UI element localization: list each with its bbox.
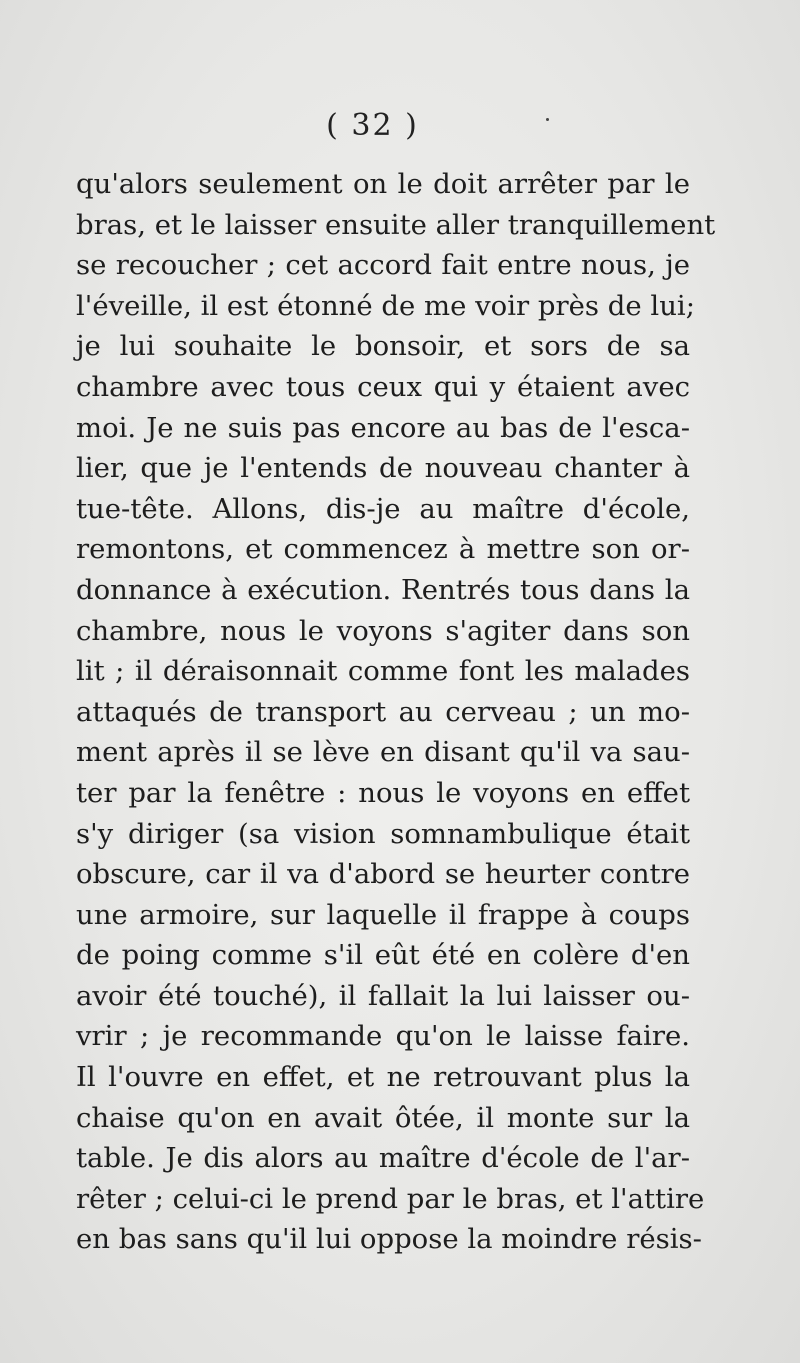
text-line: donnance à exécution. Rentrés tous dans la (76, 573, 690, 606)
text-line: lier, que je l'entends de nouveau chanter à (76, 452, 690, 485)
text-line: vrir ; je recommande qu'on le laisse faire. (76, 1020, 690, 1053)
text-line: obscure, car il va d'abord se heurter contre (76, 858, 690, 891)
text-line: remontons, et commencez à mettre son or- (76, 533, 690, 566)
text-line: rêter ; celui-ci le prend par le bras, et l'attire (76, 1182, 705, 1215)
text-line: Il l'ouvre en effet, et ne retrouvant plus la (76, 1061, 690, 1094)
body-text (76, 164, 716, 1260)
text-line: moi. Je ne suis pas encore au bas de l'esca- (76, 411, 690, 444)
text-line: bras, et le laisser ensuite aller tranquillement (76, 208, 716, 241)
text-line: ter par la fenêtre : nous le voyons en effet (76, 776, 690, 809)
text-line: je lui souhaite le bonsoir, et sors de sa (76, 330, 690, 363)
text-line: se recoucher ; cet accord fait entre nous, je (76, 249, 690, 282)
text-line: chambre avec tous ceux qui y étaient avec (76, 370, 690, 403)
text-line: attaqués de transport au cerveau ; un mo- (76, 695, 690, 728)
text-line: ment après il se lève en disant qu'il va sau- (76, 736, 690, 769)
text-line: l'éveille, il est étonné de me voir près de lui; (76, 289, 695, 322)
text-line: chaise qu'on en avait ôtée, il monte sur la (76, 1101, 690, 1134)
page-number: ( 32 ) (326, 108, 419, 143)
text-line: une armoire, sur laquelle il frappe à coups (76, 898, 690, 931)
text-line: chambre, nous le voyons s'agiter dans son (76, 614, 690, 647)
ink-speck (546, 118, 549, 121)
text-line: qu'alors seulement on le doit arrêter par le (76, 168, 690, 200)
text-line: s'y diriger (sa vision somnambulique était (76, 817, 690, 850)
text-line: de poing comme s'il eût été en colère d'en (76, 939, 690, 972)
text-line: tue-tête. Allons, dis-je au maître d'école, (76, 492, 690, 525)
text-line: en bas sans qu'il lui oppose la moindre résis- (76, 1223, 702, 1256)
text-line: table. Je dis alors au maître d'école de l'ar- (76, 1142, 690, 1175)
text-line: avoir été touché), il fallait la lui laisser ou- (76, 979, 690, 1012)
text-line: lit ; il déraisonnait comme font les malades (76, 655, 690, 688)
